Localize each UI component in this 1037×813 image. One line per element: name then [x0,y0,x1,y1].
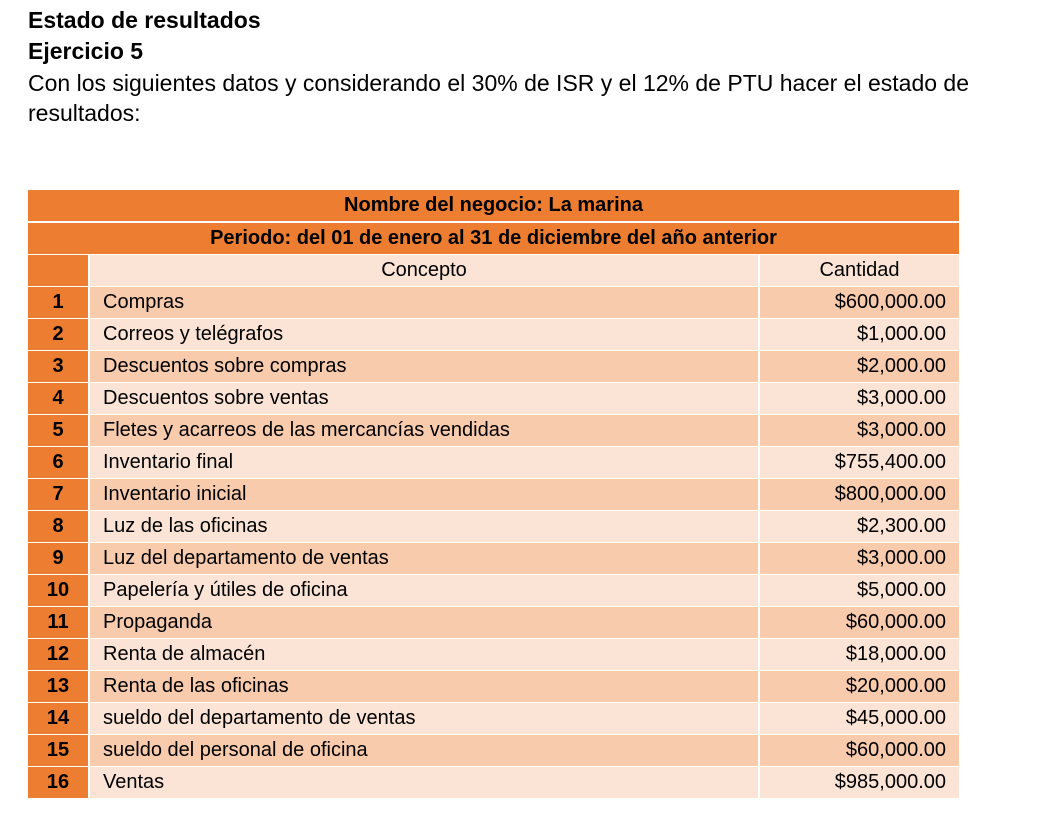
row-amount: $985,000.00 [759,767,959,799]
row-number: 15 [28,735,89,767]
row-number: 4 [28,383,89,415]
row-amount: $18,000.00 [759,639,959,671]
row-concept: Papelería y útiles de oficina [89,575,759,607]
row-amount: $5,000.00 [759,575,959,607]
row-concept: Inventario final [89,447,759,479]
row-number: 2 [28,319,89,351]
business-name: Nombre del negocio: La marina [28,190,959,222]
row-number: 10 [28,575,89,607]
row-amount: $60,000.00 [759,735,959,767]
column-header-number [28,255,89,287]
row-amount: $600,000.00 [759,287,959,319]
table-row [28,351,959,383]
table-row [28,543,959,575]
row-concept: Correos y telégrafos [89,319,759,351]
row-number: 6 [28,447,89,479]
row-concept: Renta de almacén [89,639,759,671]
table-row [28,479,959,511]
row-concept: Luz de las oficinas [89,511,759,543]
row-number: 13 [28,671,89,703]
row-amount: $800,000.00 [759,479,959,511]
table-row [28,447,959,479]
row-number: 7 [28,479,89,511]
period-row [28,222,959,255]
row-concept: Luz del departamento de ventas [89,543,759,575]
row-concept: Renta de las oficinas [89,671,759,703]
row-concept: sueldo del personal de oficina [89,735,759,767]
row-concept: Propaganda [89,607,759,639]
table-row [28,319,959,351]
row-number: 12 [28,639,89,671]
row-amount: $60,000.00 [759,607,959,639]
row-amount: $45,000.00 [759,703,959,735]
row-amount: $3,000.00 [759,543,959,575]
business-name-row [28,190,959,222]
row-concept: Descuentos sobre compras [89,351,759,383]
income-data-table [28,190,959,799]
row-concept: sueldo del departamento de ventas [89,703,759,735]
row-number: 5 [28,415,89,447]
row-number: 3 [28,351,89,383]
table-row [28,607,959,639]
table-row [28,383,959,415]
row-amount: $1,000.00 [759,319,959,351]
row-concept: Inventario inicial [89,479,759,511]
exercise-subtitle: Ejercicio 5 [28,38,144,64]
row-number: 8 [28,511,89,543]
table-row [28,415,959,447]
row-amount: $755,400.00 [759,447,959,479]
row-amount: $2,300.00 [759,511,959,543]
row-number: 1 [28,287,89,319]
table-row [28,767,959,799]
table-row [28,703,959,735]
row-number: 11 [28,607,89,639]
row-number: 14 [28,703,89,735]
row-amount: $2,000.00 [759,351,959,383]
exercise-instructions: Con los siguientes datos y considerando el 30% de ISR y el 12% de PTU hacer el estado de resultados: [28,70,970,126]
table-row [28,287,959,319]
table-row [28,575,959,607]
row-number: 9 [28,543,89,575]
table-row [28,735,959,767]
table-row [28,639,959,671]
column-header-amount: Cantidad [759,255,959,287]
row-amount: $3,000.00 [759,383,959,415]
row-amount: $20,000.00 [759,671,959,703]
table-row [28,671,959,703]
row-concept: Fletes y acarreos de las mercancías vendidas [89,415,759,447]
column-header-row [28,255,959,287]
row-amount: $3,000.00 [759,415,959,447]
row-number: 16 [28,767,89,799]
column-header-concept: Concepto [89,255,759,287]
period-label: Periodo: del 01 de enero al 31 de diciembre del año anterior [28,222,959,255]
row-concept: Compras [89,287,759,319]
row-concept: Ventas [89,767,759,799]
row-concept: Descuentos sobre ventas [89,383,759,415]
document-header [28,6,1018,128]
document-title: Estado de resultados [28,7,261,33]
table-row [28,511,959,543]
